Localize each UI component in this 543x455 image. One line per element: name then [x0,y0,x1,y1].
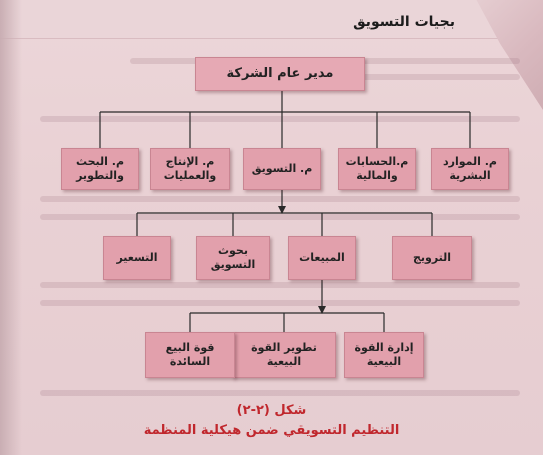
promotion-box: الترويج [392,236,472,280]
figure-number: شكل (٢-٢) [236,403,307,418]
page-header-title: بجيات التسويق [353,14,455,30]
sales-force-management-box: إدارة القوة البيعية [344,332,424,378]
marketing-manager-box: م. التسويق [243,148,321,190]
figure-caption: التنظيم التسويقي ضمن هيكلية المنظمة [143,423,400,438]
ceo-box: مدير عام الشركة [195,57,365,91]
finance-manager-box: م.الحسابات والمالية [338,148,416,190]
sales-box: المبيعات [288,236,356,280]
pricing-box: التسعير [103,236,171,280]
sales-force-development-box: تطوير القوة البيعية [232,332,336,378]
marketing-research-box: بحوث التسويق [196,236,270,280]
prevailing-sales-force-box: قوة البيع السائدة [145,332,235,378]
hr-manager-box: م. الموارد البشرية [431,148,509,190]
production-manager-box: م. الإنتاج والعمليات [150,148,230,190]
rd-manager-box: م. البحث والتطوير [61,148,139,190]
